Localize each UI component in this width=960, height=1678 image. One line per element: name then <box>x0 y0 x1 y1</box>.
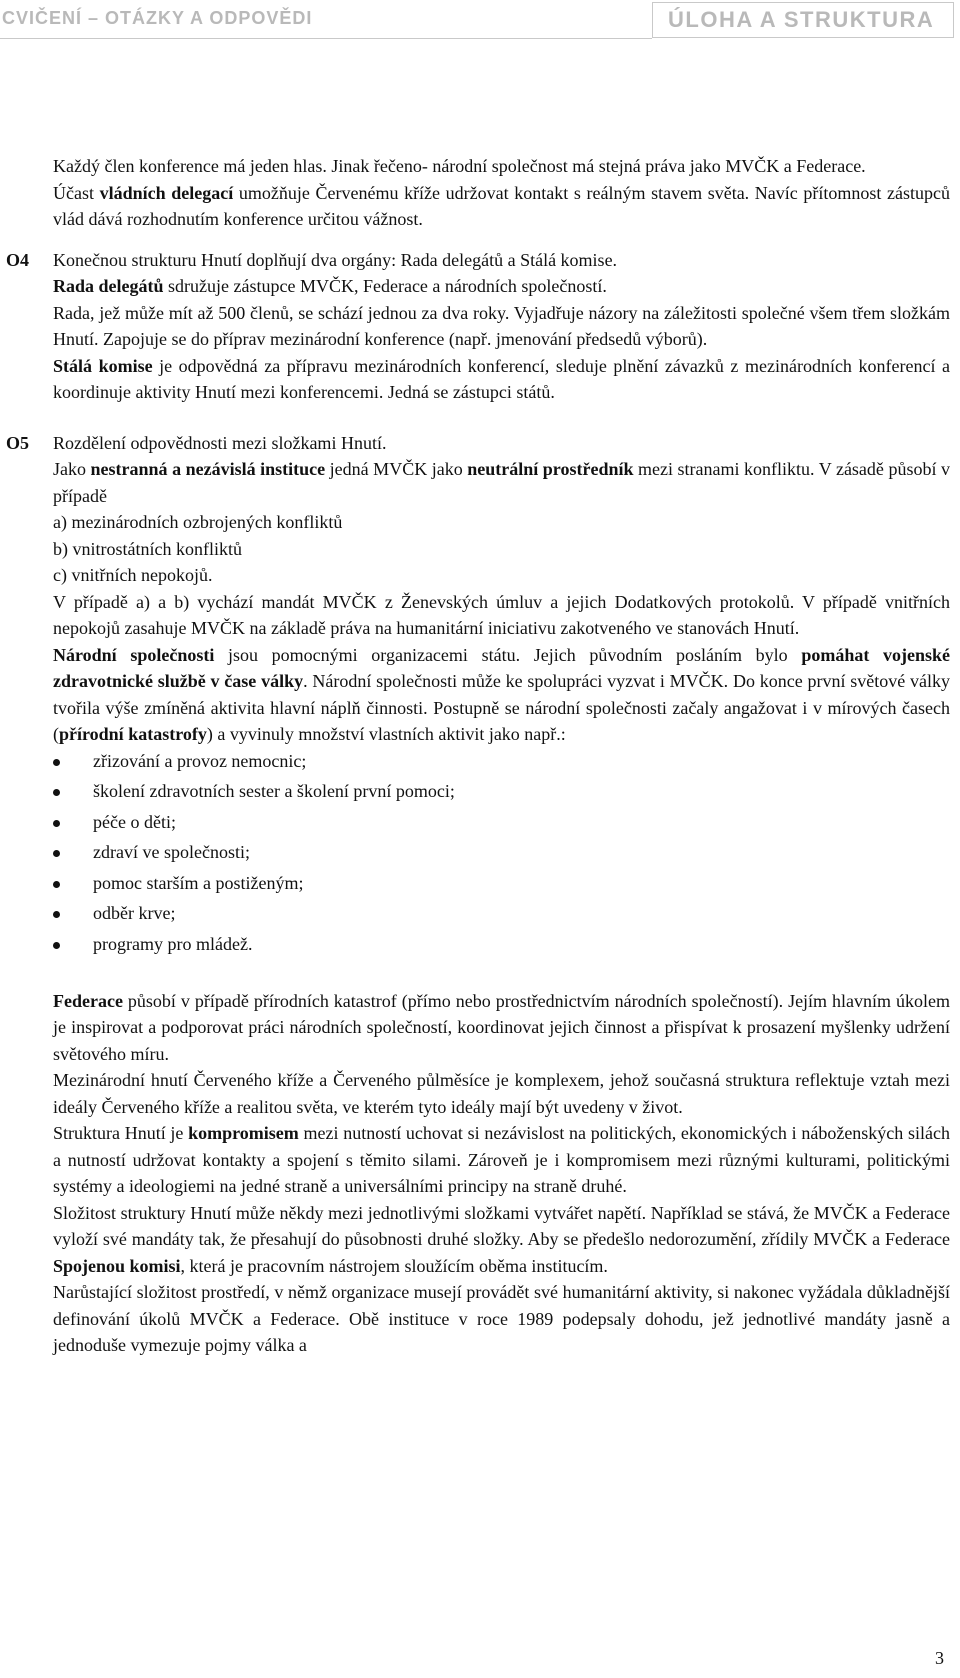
o5-item-c: c) vnitřních nepokojů. <box>53 565 213 585</box>
text-run: Jako <box>53 459 91 479</box>
o5-line-2 <box>53 456 950 509</box>
list-item-text: programy pro mládež. <box>93 933 253 954</box>
bold-term: Spojenou komisi <box>53 1255 181 1276</box>
text-run: mezi nutností uchovat si nezávislost na politických, ekonomických i náboženských silách a nutností udržovat kontakty a spojení s těmito silami. Zároveň je i kompromisem mezi různými kulturami, politickými systémy a ideologiemi na jedné straně a universálními principy na straně druhé. <box>53 1123 950 1196</box>
federation-paragraph <box>53 988 950 1068</box>
text-run: je odpovědná za přípravu mezinárodních konferencí, sleduje plnění závazků z mezinárodních konferencí a koordinuje aktivity Hnutí mezi konferencemi. Jedná se zástupci států. <box>53 355 950 402</box>
spacer <box>53 961 950 988</box>
list-item <box>53 931 950 962</box>
text-run: mezi stranami konfliktu. V zásadě působí v případě <box>53 459 950 506</box>
text-run: jedná MVČK jako <box>325 459 468 479</box>
list-item <box>53 778 950 809</box>
o5-line-1: Rozdělení odpovědnosti mezi složkami Hnutí. <box>53 432 387 453</box>
o4-line-1: Konečnou strukturu Hnutí doplňují dva orgány: Rada delegátů a Stálá komise. <box>53 249 618 270</box>
question-o4 <box>6 247 950 406</box>
o5-item-a: a) mezinárodních ozbrojených konfliktů <box>53 512 343 532</box>
bullet-icon <box>53 911 60 918</box>
final-paragraph: Narůstající složitost prostředí, v němž organizace musejí provádět své humanitární aktivity, si nakonec vyžádala důkladnější definování úkolů MVČK a Federace. Obě instituce v roce 1989 podepsaly dohodu, jež jednotlivé mandáty jasně a jednoduše vymezuje pojmy válka a <box>53 1282 950 1355</box>
movement-paragraph: Mezinárodní hnutí Červeného kříže a Červeného půlměsíce je komplexem, jehož současná struktura reflektuje vztah mezi ideály Červeného kříže a realitou světa, ve kterém tyto ideály mají být uvedeny v život. <box>53 1070 950 1117</box>
question-label: O4 <box>6 249 30 270</box>
page-number: 3 <box>935 1648 944 1668</box>
bullet-icon <box>53 789 60 796</box>
question-o5 <box>6 430 950 1359</box>
header-left-title: CVIČENÍ – OTÁZKY A ODPOVĚDI <box>2 8 313 28</box>
text-run: Složitost struktury Hnutí může někdy mezi jednotlivými složkami vytvářet napětí. Například se stává, že MVČK a Federace vyloží své mandáty tak, že přesahují do působnosti druhé složky. Aby se předešlo nedorozumění, zřídily MVČK a Federace <box>53 1202 950 1249</box>
bold-term: Národní společnosti <box>53 644 215 665</box>
text-run: , která je pracovním nástrojem sloužícím oběma institucím. <box>180 1255 608 1276</box>
bold-term: vládních delegací <box>99 182 234 203</box>
text-run: jsou pomocnými organizacemi státu. Jejich původním posláním bylo <box>214 644 802 665</box>
o4-line-3: Rada, jež může mít až 500 členů, se schází jednou za dva roky. Vyjadřuje názory na záležitosti společné všem třem složkám Hnutí. Zapojuje se do příprav mezinárodní konference (např. jmenování předsedů výborů). <box>53 302 950 349</box>
text-run: umožňuje Červenému kříže udržovat kontakt s reálným stavem světa. Navíc přítomnost zástupců vlád dává rozhodnutím konference určitou vážnost. <box>53 182 951 229</box>
bold-term: kompromisem <box>188 1123 299 1143</box>
o5-line-3: V případě a) a b) vychází mandát MVČK z Ženevských úmluv a jejich Dodatkových protokolů. V případě vnitřních nepokojů zasahuje MVČK na základě práva na humanitární iniciativu zakotveného ve stanovách Hnutí. <box>53 591 950 638</box>
o4-line-2 <box>53 273 950 300</box>
structure-paragraph <box>53 1120 950 1200</box>
bullet-icon <box>53 942 60 949</box>
text-run: sdružuje zástupce MVČK, Federace a národních společností. <box>163 276 607 296</box>
bold-term: přírodní katastrofy <box>59 724 207 744</box>
bold-term: pomáhat vojenské zdravotnické službě v čase války <box>53 644 950 691</box>
o4-line-4 <box>53 353 950 406</box>
bullet-icon <box>53 850 60 857</box>
intro-paragraph-2 <box>53 180 950 233</box>
question-label: O5 <box>6 432 30 453</box>
spacer <box>53 233 950 247</box>
header-rule <box>0 38 652 39</box>
bold-term: Rada delegátů <box>53 276 164 296</box>
bullet-icon <box>53 881 60 888</box>
list-item <box>53 748 950 779</box>
list-item-text: odběr krve; <box>93 903 176 923</box>
document-body <box>6 153 951 1359</box>
text-run: . Národní společnosti může ke spolupráci vyzvat i MVČK. Do konce první světové války tvořila výše zmíněná aktivita hlavní náplň činnosti. Postupně se národní společnosti začaly angažovat i v mírových časech ( <box>53 671 950 744</box>
text-run: působí v případě přírodních katastrof (přímo nebo prostřednictvím národních společností). Jejím hlavním úkolem je inspirovat a podporovat práci národních společností, koordinovat jejich činnost a přispívat k prosazení myšlenky udržení světového míru. <box>53 990 950 1064</box>
text-run: Struktura Hnutí je <box>53 1123 189 1143</box>
list-item-text: péče o děti; <box>93 811 176 832</box>
bold-term: Stálá komise <box>53 355 153 376</box>
bold-term: Federace <box>53 990 123 1011</box>
text-run: Účast <box>53 182 100 203</box>
list-item-text: pomoc starším a postiženým; <box>93 872 304 893</box>
text-run: ) a vyvinuly množství vlastních aktivit jako např.: <box>206 724 566 744</box>
list-item <box>53 870 950 901</box>
bold-term: neutrální prostředník <box>467 459 634 479</box>
national-societies-paragraph <box>53 642 950 748</box>
spacer <box>53 420 950 430</box>
bold-term: nestranná a nezávislá instituce <box>90 459 326 479</box>
complexity-paragraph <box>53 1200 950 1280</box>
list-item <box>53 900 950 931</box>
list-item <box>53 839 950 870</box>
list-item <box>53 809 950 840</box>
intro-paragraph-1: Každý člen konference má jeden hlas. Jinak řečeno- národní společnost má stejná práva jako MVČK a Federace. <box>53 156 866 176</box>
o5-item-b: b) vnitrostátních konfliktů <box>53 538 242 559</box>
page-header <box>0 0 960 42</box>
bullet-icon <box>53 759 60 766</box>
list-item-text: školení zdravotních sester a školení první pomoci; <box>93 781 455 801</box>
list-item-text: zřizování a provoz nemocnic; <box>93 750 307 771</box>
list-item-text: zdraví ve společnosti; <box>93 842 250 862</box>
activities-list <box>53 748 950 962</box>
spacer <box>53 406 950 420</box>
header-right-title: ÚLOHA A STRUKTURA <box>668 7 935 32</box>
bullet-icon <box>53 820 60 827</box>
